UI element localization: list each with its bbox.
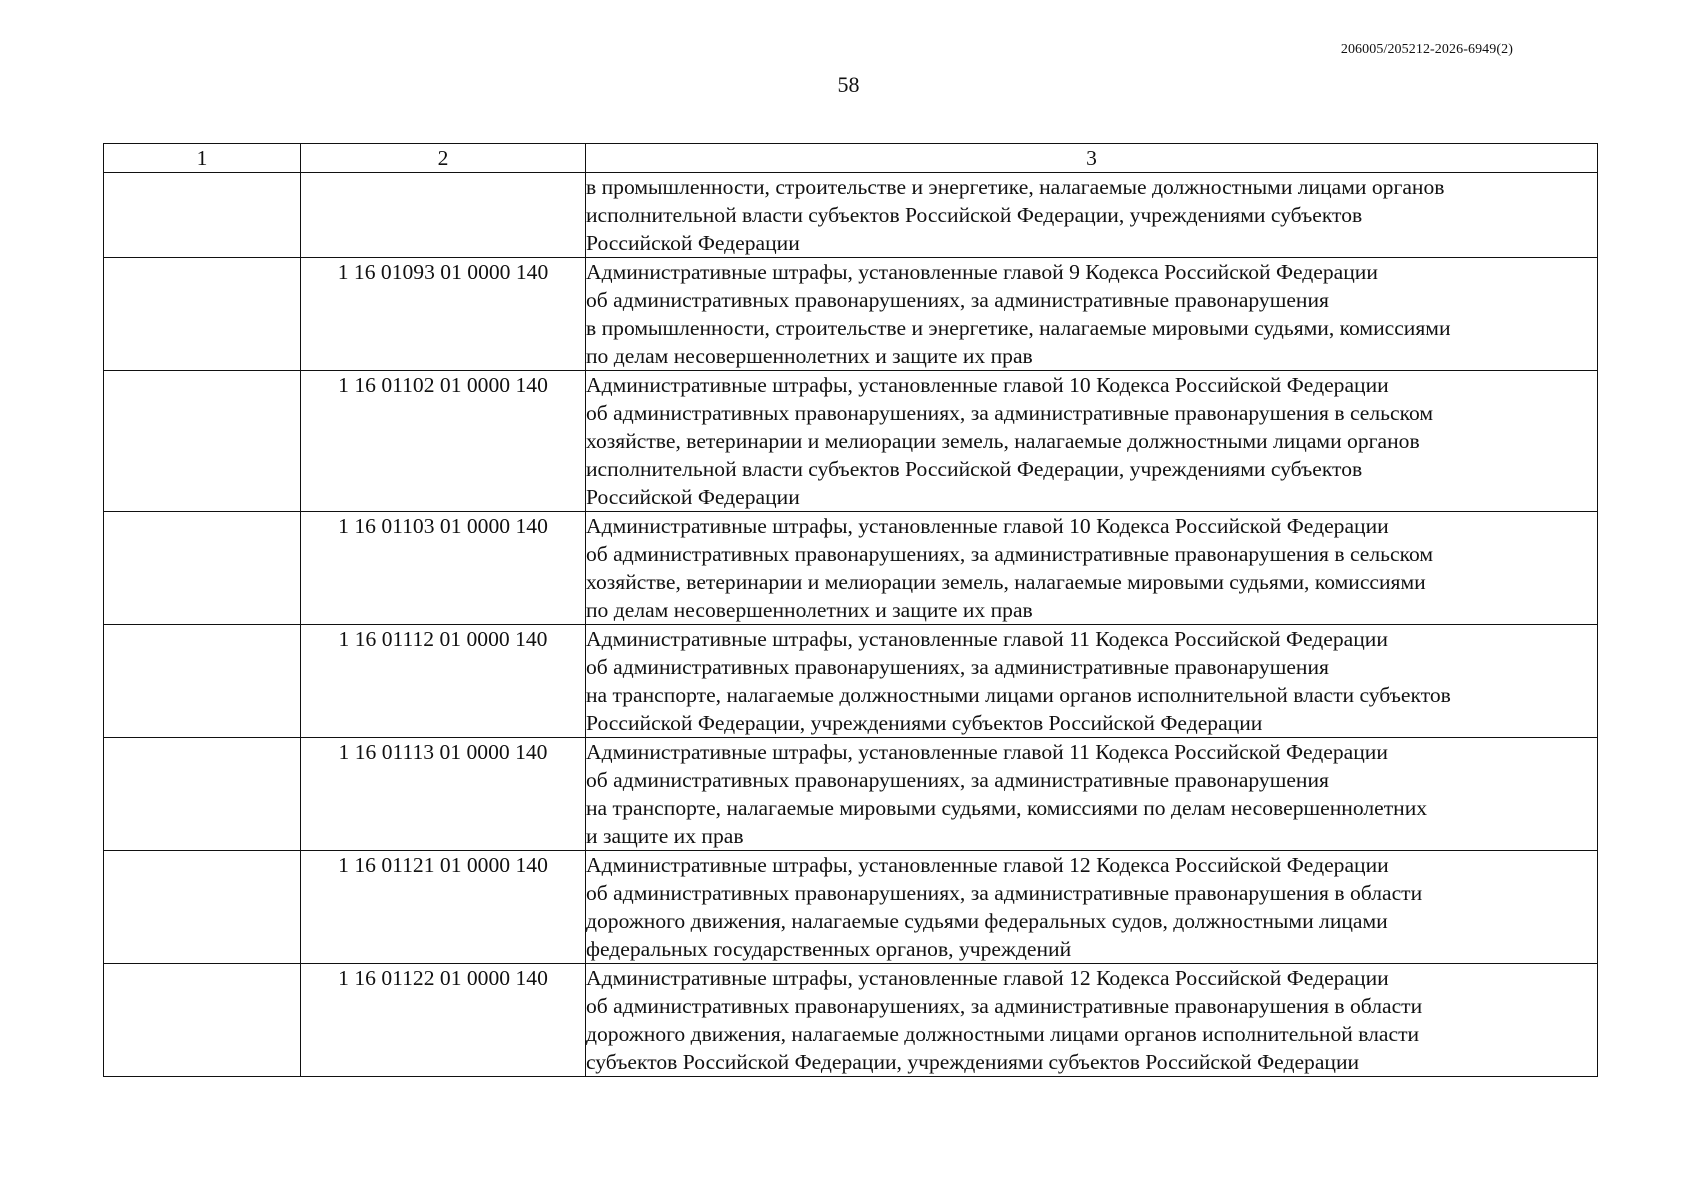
cell-budget-code: 1 16 01093 01 0000 140: [301, 258, 586, 371]
page-number: 58: [837, 72, 860, 97]
cell-description: [586, 512, 1598, 625]
cell-description: [586, 851, 1598, 964]
description-line: в промышленности, строительстве и энергетике, налагаемые должностными лицами органов: [586, 175, 1445, 199]
description-line: Административные штрафы, установленные главой 9 Кодекса Российской Федерации: [586, 260, 1378, 284]
table-row: [104, 173, 1598, 258]
description-line: об административных правонарушениях, за административные правонарушения: [586, 768, 1329, 792]
cell-budget-code: 1 16 01112 01 0000 140: [301, 625, 586, 738]
description-line: на транспорте, налагаемые должностными лицами органов исполнительной власти субъектов: [586, 683, 1451, 707]
description-line: Административные штрафы, установленные главой 10 Кодекса Российской Федерации: [586, 373, 1389, 397]
cell-budget-code: 1 16 01122 01 0000 140: [301, 964, 586, 1077]
cell-column-1: [104, 173, 301, 258]
description-line: Административные штрафы, установленные главой 12 Кодекса Российской Федерации: [586, 853, 1389, 877]
table-header: [104, 144, 1598, 173]
description-line: федеральных государственных органов, учреждений: [586, 937, 1072, 961]
table-row: [104, 512, 1598, 625]
description-line: Российской Федерации, учреждениями субъектов Российской Федерации: [586, 711, 1263, 735]
cell-budget-code: [301, 173, 586, 258]
description-line: хозяйстве, ветеринарии и мелиорации земель, налагаемые должностными лицами органов: [586, 429, 1420, 453]
budget-codes-table: [103, 143, 1598, 1077]
table-row: [104, 625, 1598, 738]
description-line: об административных правонарушениях, за административные правонарушения: [586, 288, 1329, 312]
cell-column-1: [104, 371, 301, 512]
column-header-1: 1: [104, 144, 301, 173]
description-line: и защите их прав: [586, 824, 744, 848]
table-row: [104, 964, 1598, 1077]
cell-description: [586, 173, 1598, 258]
table-row: [104, 371, 1598, 512]
description-line: хозяйстве, ветеринарии и мелиорации земель, налагаемые мировыми судьями, комиссиями: [586, 570, 1426, 594]
cell-budget-code: 1 16 01121 01 0000 140: [301, 851, 586, 964]
cell-column-1: [104, 851, 301, 964]
description-line: исполнительной власти субъектов Российской Федерации, учреждениями субъектов: [586, 203, 1363, 227]
description-line: по делам несовершеннолетних и защите их прав: [586, 598, 1033, 622]
description-line: об административных правонарушениях, за административные правонарушения в сельском: [586, 401, 1434, 425]
cell-budget-code: 1 16 01102 01 0000 140: [301, 371, 586, 512]
cell-column-1: [104, 964, 301, 1077]
cell-column-1: [104, 625, 301, 738]
table-row: [104, 851, 1598, 964]
cell-description: [586, 258, 1598, 371]
description-line: Административные штрафы, установленные главой 11 Кодекса Российской Федерации: [586, 627, 1388, 651]
cell-description: [586, 371, 1598, 512]
cell-description: [586, 625, 1598, 738]
table-body: [104, 173, 1598, 1077]
description-line: об административных правонарушениях, за административные правонарушения в сельском: [586, 542, 1434, 566]
description-line: Российской Федерации: [586, 231, 800, 255]
description-line: Административные штрафы, установленные главой 10 Кодекса Российской Федерации: [586, 514, 1389, 538]
cell-column-1: [104, 258, 301, 371]
description-line: дорожного движения, налагаемые судьями федеральных судов, должностными лицами: [586, 909, 1388, 933]
description-line: Административные штрафы, установленные главой 12 Кодекса Российской Федерации: [586, 966, 1389, 990]
description-line: дорожного движения, налагаемые должностными лицами органов исполнительной власти: [586, 1022, 1420, 1046]
description-line: Российской Федерации: [586, 485, 800, 509]
cell-description: [586, 964, 1598, 1077]
column-header-3: 3: [586, 144, 1598, 173]
column-header-2: 2: [301, 144, 586, 173]
description-line: в промышленности, строительстве и энергетике, налагаемые мировыми судьями, комиссиями: [586, 316, 1451, 340]
cell-budget-code: 1 16 01103 01 0000 140: [301, 512, 586, 625]
description-line: об административных правонарушениях, за административные правонарушения в области: [586, 994, 1423, 1018]
description-line: субъектов Российской Федерации, учреждениями субъектов Российской Федерации: [586, 1050, 1360, 1074]
cell-budget-code: 1 16 01113 01 0000 140: [301, 738, 586, 851]
description-line: об административных правонарушениях, за административные правонарушения: [586, 655, 1329, 679]
table-row: [104, 738, 1598, 851]
description-line: Административные штрафы, установленные главой 11 Кодекса Российской Федерации: [586, 740, 1388, 764]
description-line: по делам несовершеннолетних и защите их прав: [586, 344, 1033, 368]
description-line: об административных правонарушениях, за административные правонарушения в области: [586, 881, 1423, 905]
description-line: на транспорте, налагаемые мировыми судьями, комиссиями по делам несовершеннолетних: [586, 796, 1428, 820]
table-row: [104, 258, 1598, 371]
description-line: исполнительной власти субъектов Российской Федерации, учреждениями субъектов: [586, 457, 1363, 481]
cell-description: [586, 738, 1598, 851]
table-header-row: [104, 144, 1598, 173]
cell-column-1: [104, 738, 301, 851]
document-registration-number: 206005/205212-2026-6949(2): [1340, 42, 1513, 57]
cell-column-1: [104, 512, 301, 625]
